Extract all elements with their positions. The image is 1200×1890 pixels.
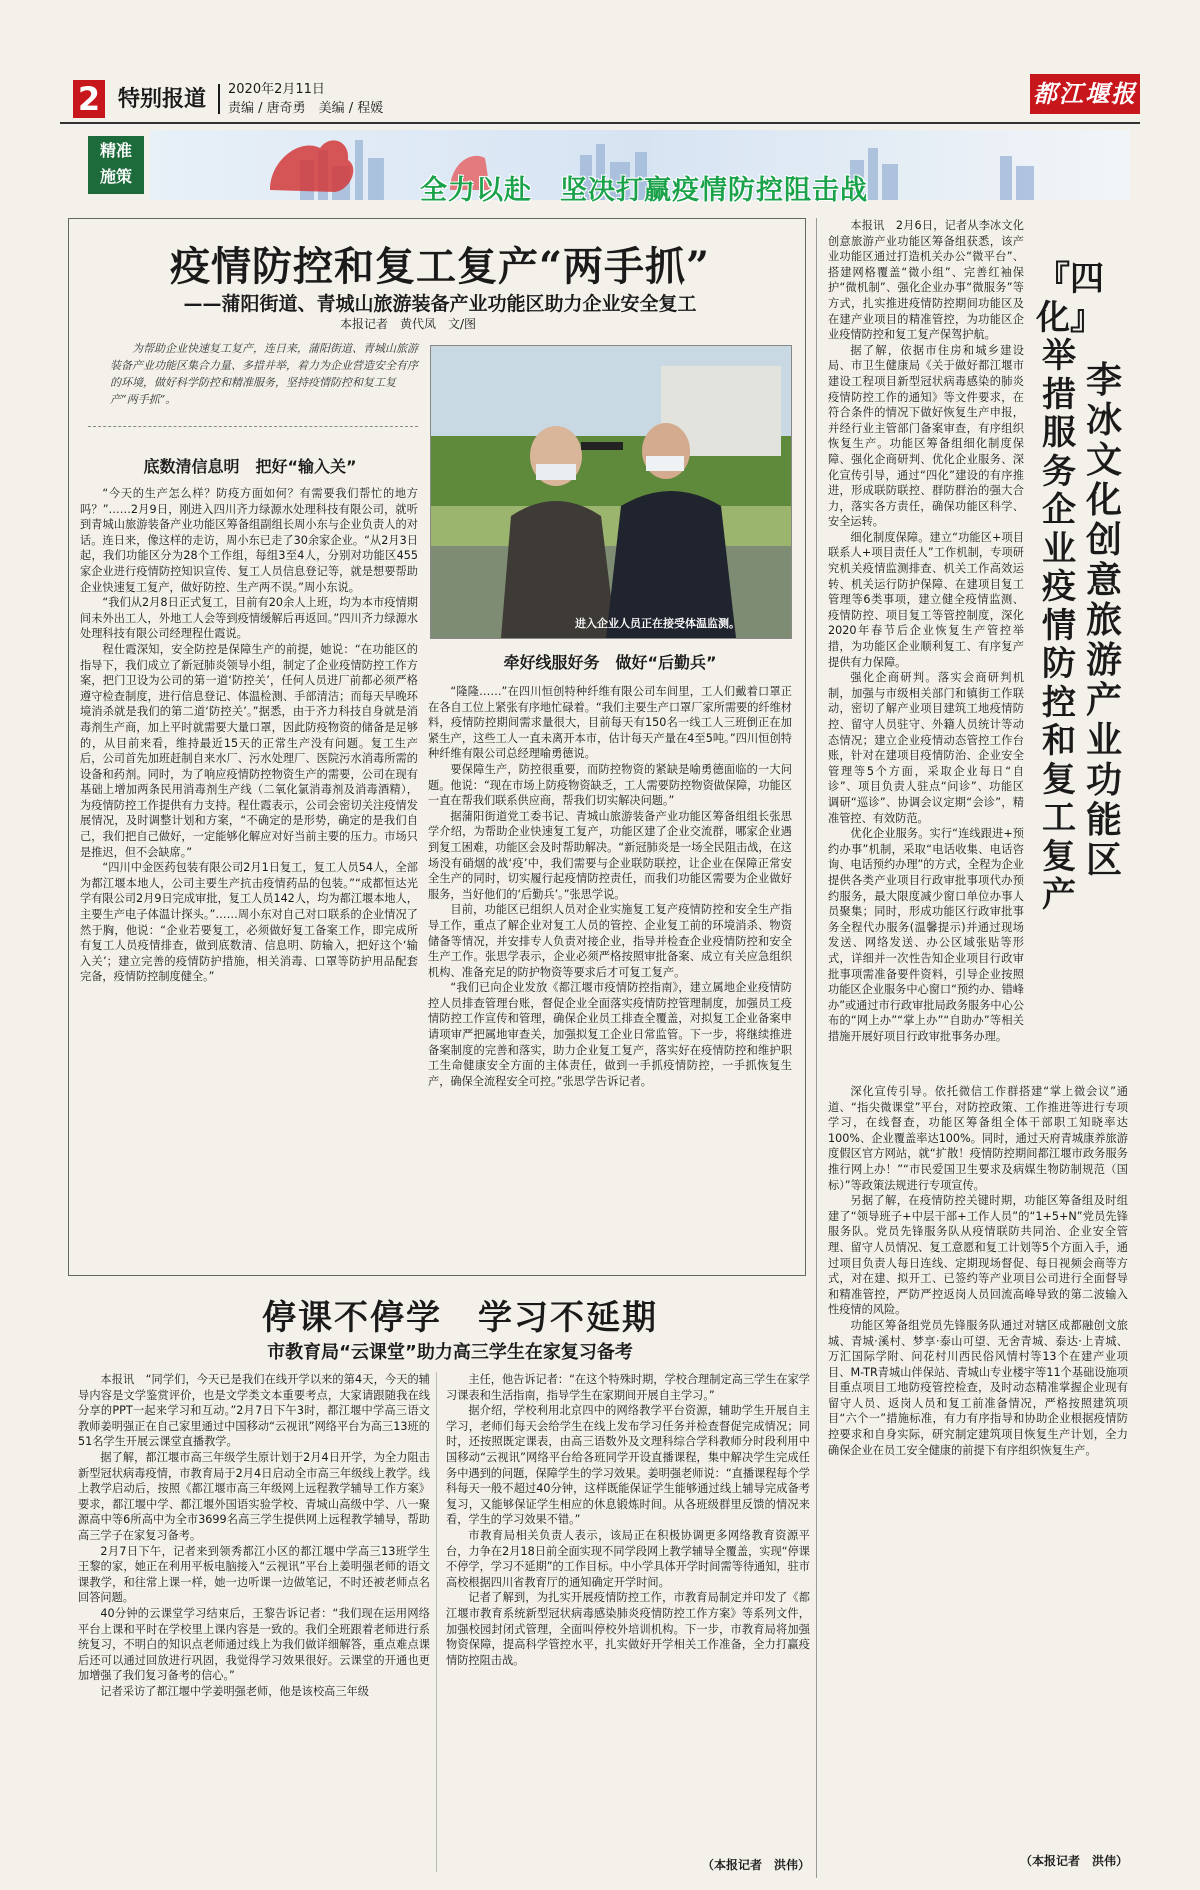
right-paragraph: 据了解，依据市住房和城乡建设局、市卫生健康局《关于做好都江堰市建设工程项目新型冠状病毒感染的肺炎疫情防控工作的通知》等文件要求，在符合条件的情况下做好恢复生产申报，并经行业主管部门备案审查，有序组织恢复生产。功能区筹备组细化制度保障、强化企商研判、优化企业服务、深化宣传引导，通过“四化”建设的有序推进，形成联防联控、群防群治的强大合力，落实各方责任，确保功能区科学、安全运转。 [828,343,1024,529]
lower-paragraph: 本报讯 “同学们，今天已是我们在线开学以来的第4天，今天的辅导内容是文学鉴赏评价，也是文学类文本重要考点，大家请跟随我在线分享的PPT一起来学习和互动。”2月7日下午3时，都江堰中学高三语文教师姜明强正在自己家里通过中国移动“云视讯”网络平台为高三13班的51名学生开展云课堂直播教学。 [78,1373,430,1449]
section-tag [88,136,144,194]
banner-slogan: 全力以赴 坚决打赢疫情防控阻击战 [420,175,868,206]
masthead-rule [60,122,1140,124]
lower-paragraph: 记者采访了都江堰中学姜明强老师，他是该校高三年级 [100,1684,369,1698]
lower-subheadline: 市教育局“云课堂”助力高三学生在家复习备考 [267,1342,633,1363]
right-headline-line2: 『四化』举措服务企业疫情防控和复工复产 [1036,259,1104,915]
lower-paragraph: 记者了解到，为扎实开展疫情防控工作，市教育局制定并印发了《都江堰市教育系统新型冠状病毒感染肺炎疫情防控工作方案》等系列文件，加强校园封闭式管理，全面叫停校外培训机构。下一步，市教育局将加强物资保障，提高科学管控水平，扎实做好开学相关工作准备，全力打赢疫情防控阻击战。 [446,1591,810,1667]
issue-meta [228,80,383,118]
right-paragraph: 细化制度保障。建立“功能区+项目联系人+项目责任人”工作机制，专项研究机关疫情监测排查、机关工作高效运转、机关运行防护保障、在建项目复工管理等6类事项，建立健全疫情监测、疫情防控、项目复工等管控制度，深化2020年春节后企业恢复生产管控举措，为功能区企业顺利复工、有序复产提供有力保障。 [828,530,1024,669]
section-title: 特别报道 [118,87,207,112]
lower-paragraph: 40分钟的云课堂学习结束后，王黎告诉记者：“我们现在运用网络平台上课和平时在学校里上课内容是一致的。我们全班跟着老师进行系统复习，不明白的知识点老师通过线上为我们做详细解答，重点难点课后还可以通过回放进行巩固，我觉得学习效果很好。云课堂的开通也更加增强了我们复习备考的信心。” [78,1606,430,1683]
right-headline-line1: 李冰文化创意旅游产业功能区 [1085,359,1122,881]
section1-column [80,486,418,1262]
issue-date: 2020年2月11日 [228,82,325,97]
right-paragraph: 强化企商研判。落实会商研判机制，加强与市级相关部门和镇街工作联动，密切了解产业项目建筑工地疫情防控、留守人员驻守、外籍人员统计等动态情况；建立企业疫情动态管控工作台账，针对在建项目疫情防治、企业安全管理等5个方面，采取企业每日“自诊”、项目负责人驻点“问诊”、功能区调研“巡诊”、协调会议定期“会诊”，精准管控、有效防范。 [828,671,1024,825]
section2-paragraph: “我们已向企业发放《都江堰市疫情防控指南》，建立属地企业疫情防控人员排查管理台账，督促企业全面落实疫情防控管理制度，加强员工疫情防控工作宣传和管理，确保企业员工排查全覆盖，对拟复工企业备案申请项审严把属地审查关，加强拟复工企业日常监管。下一步，将继续推进备案制度的完善和落实，助力企业复工复产，落实好在疫情防控和维护职工生命健康安全方面的主体责任，做到一手抓疫情防控，一手抓恢复生产，确保全流程安全可控。”张思学告诉记者。 [428,981,792,1088]
main-headline: 疫情防控和复工复产“两手抓” [169,243,710,290]
section1-heading: 底数清信息明 把好“输入关” [143,457,357,476]
section1-paragraph: “我们从2月8日正式复工，目前有20余人上班，均为本市疫情期间未外出工人，外地工人会等到疫情缓解后再返回。”四川齐力绿源水处理科技有限公司经理程仕霞说。 [80,596,418,641]
section1-paragraph: “四川中金医药包装有限公司2月1日复工，复工人员54人，全部为都江堰本地人，公司主要生产抗击疫情药品的包装。”“成都恒达光学有限公司2月9日完成审批，复工人员142人，均为都江堰本地人，主要生产电子体温计探头。”……周小东对自己对口联系的企业情况了然于胸，他说：“企业若要复工，必须做好复工备案工作，即完成所有复工人员疫情排查，做到底数清、信息明、防输入，把好这个‘输入关’；建立完善的疫情防护措施，相关消毒、口罩等防护用品配套完备，疫情防控制度健全。” [80,861,418,984]
right-paragraph: 功能区筹备组党员先锋服务队通过对辖区成都融创文旅城、青城·溪村、梦享·泰山可望、无舍青城、泰达·上青城、万汇国际学附、问花村川西民俗风情村等13个在建产业项目、M-TR青城山伴保站、青城山专业楼宇等11个基础设施项目重点项目工地防疫管控检查，及时动态精准掌握企业现有留守人员、返岗人员和复工前准备情况，严格按照建筑项目“六个一”措施标准，有力有序指导和协助企业根据疫情防控要求和自身实际，研究制定建筑项目恢复生产计划，全力确保企业在员工安全健康的前提下有序组织恢复生产。 [828,1318,1128,1457]
section1-paragraph: 程仕霞深知，安全防控是保障生产的前提，她说：“在功能区的指导下，我们成立了新冠肺炎领导小组，制定了企业疫情防控工作方案，把门卫设为公司的第一道‘防控关’，任何人员进厂前都必须严格遵守检查制度，进行信息登记、体温检测、手部清洁；而每天早晚环境消杀就是我们的第二道‘防控关’。”据悉，由于齐力科技自身就是消毒剂生产商，加上平时就需要大量口罩，因此防疫物资的储备是足够的，从目前来看，维持最近15天的正常生产没有问题。复工生产后，公司首先加班赶制自来水厂、污水处理厂、医院污水消毒所需的设备和药剂。同时，为了响应疫情防控物资生产的需要，公司在现有基础上增加两条民用消毒剂生产线（二氧化氯消毒剂及消毒酒精），为疫情防控工作提供有力支持。程仕霞表示，公司会密切关注疫情发展情况，及时调整计划和方案，“不确定的是形势，确定的是我们自己，我们把自己做好，一定能够化解应对好当前主要的压力。市场只是推迟，但不会缺席。” [80,642,418,859]
lower-headline: 停课不停学 学习不延期 [262,1298,658,1338]
lower-paragraph: 据了解，都江堰市高三年级学生原计划于2月4日开学，为全力阻击新型冠状病毒疫情，市教育局于2月4日启动全市高三年级线上教学。线上教学启动后，按照《都江堰市高三年级网上远程教学辅导工作方案》要求，都江堰中学、都江堰外国语实验学校、青城山高级中学、八一聚源高中等6所高中为全市3699名高三学生提供网上远程教学辅导，帮助高三学子在家复习备考。 [78,1450,430,1542]
lower-paragraph: 据介绍，学校利用北京四中的网络教学平台资源，辅助学生开展自主学习，老师们每天会给学生在线上发布学习任务并检查督促完成情况；同时，还按照既定课表，由高三语数外及文理科综合学科教师分时段利用中国移动“云视讯”网络平台给各班同学开设直播课程，集中解决学生完成任务中遇到的问题，保障学生的学习效果。姜明强老师说：“直播课程每个学科每天一般不超过40分钟，这样既能保证学生能够通过线上辅导完成备考复习，又能够保证学生相应的休息锻炼时间。从各班级群里反馈的情况来看，学生的学习效果不错。” [446,1404,810,1527]
right-story-column-upper [828,218,1024,1078]
main-photo [430,345,792,639]
section-tag-text: 精准施策 [99,141,132,186]
right-story-column-lower [828,1084,1128,1844]
right-signature: （本报记者 洪伟） [1019,1854,1128,1868]
section2-paragraph: 要保障生产，防控很重要，而防控物资的紧缺是喻勇德面临的一大问题。他说：“现在市场上防疫物资缺乏，工人需要防控物资做保障，功能区一直在帮我们联系供应商，帮我们切实解决问题。” [428,762,792,808]
lower-right-column [446,1372,810,1852]
section2-column [428,684,792,1264]
main-lead [110,340,418,408]
photo-caption: 进入企业人员正在接受体温监测。 [575,617,740,630]
section2-heading: 牵好线服好务 做好“后勤兵” [503,653,717,672]
main-subheadline: ——蒲阳街道、青城山旅游装备产业功能区助力企业安全复工 [183,293,697,315]
masthead-separator [218,84,220,114]
page-number: 2 [73,80,105,118]
lead-paragraph: 为帮助企业快速复工复产，连日来，蒲阳街道、青城山旅游装备产业功能区集合力量、多措并举，着力为企业营造安全有序的环境，做好科学防控和精准服务，坚持疫情防控和复工复产“两手抓”。 [110,342,418,406]
section2-paragraph: 据蒲阳街道党工委书记、青城山旅游装备产业功能区筹备组组长张思学介绍，为帮助企业快速复工复产，功能区建了企业交流群，哪家企业遇到复工困难，功能区会及时帮助解决。“新冠肺炎是一场全民阻击战，在这场没有硝烟的战‘疫’中，我们需要与企业联防联控，让企业在保障正常安全生产的同时，切实履行起疫情防控责任，而我们功能区需要为企业做好服务，当好他们的‘后勤兵’。”张思学说。 [428,809,792,901]
section2-paragraph: 目前，功能区已组织人员对企业实施复工复产疫情防控和安全生产指导工作，重点了解企业对复工人员的管控、企业复工前的环境消杀、物资储备等情况，并安排专人负责对接企业，指导并检查企业疫情防控和安全生产工作。张思学表示，企业必须严格按照审批备案、成立有关应急组织机构、准备充足的防护物资等要求后才可复工复产。 [428,903,792,979]
column-rule [436,1372,437,1872]
lower-signature: （本报记者 洪伟） [701,1858,810,1872]
section1-paragraph: “今天的生产怎么样？防疫方面如何？有需要我们帮忙的地方吗？”……2月9日，刚进入四川齐力绿源水处理科技有限公司，就听到青城山旅游装备产业功能区筹备组副组长周小东与企业负责人的对话。连日来，像这样的走访，周小东已走了30余家企业。“从2月3日起，我们功能区分为28个工作组，每组3至4人，分别对功能区455家企业进行疫情防控知识宣传、复工人员信息登记等，就是想要帮助企业快速复工复产，做好防控、生产两不误。”周小东说。 [80,487,418,594]
paper-logo: 都江堰报 [1030,74,1140,114]
lower-left-column [78,1372,430,1872]
editor-credits: 责编 / 唐奇勇 美编 / 程媛 [228,101,384,116]
lead-divider [88,426,418,427]
lower-paragraph: 主任，他告诉记者：“在这个特殊时期，学校合理制定高三学生在家学习课表和生活指南，指导学生在家期间开展自主学习。” [446,1373,810,1402]
right-paragraph: 另据了解，在疫情防控关键时期，功能区筹备组及时组建了“领导班子+中层干部+工作人员”的“1+5+N”党员先锋服务队。党员先锋服务队从疫情联防共同治、企业安全管理、留守人员情况、复工意愿和复工计划等5个方面入手，通过项目负责人每日连线、定期现场督促、每日视频会商等方式，对在建、拟开工、已签约等产业项目公司进行全面督导和精准管控，严防严控返岗人员回流高峰导致的第二波输入性疫情的风险。 [828,1194,1128,1317]
lower-paragraph: 市教育局相关负责人表示，该局正在积极协调更多网络教育资源平台，力争在2月18日前全面实现不同学段网上教学辅导全覆盖，实现“停课不停学，学习不延期”的工作目标。中小学具体开学时间需等待通知，驻市高校根据四川省教育厅的通知确定开学时间。 [446,1528,810,1589]
right-paragraph: 优化企业服务。实行“连线跟进+预约办事”机制，采取“电话收集、电话咨询、电话预约办理”的方式，全程为企业提供各类产业项目行政审批事项代办预约服务，最大限度减少窗口单位办事人员聚集；同时，形成功能区行政审批事务全程代办服务(温馨提示)并通过现场发送、网络发送、办公区域张贴等形式，详细并一次性告知企业项目行政审批事项需准备要件资料，引导企业按照功能区企业服务中心窗口“预约办、错峰办”或通过市行政审批局政务服务中心公布的“网上办”“掌上办”“自助办”等相关措施开展好项目行政审批事务办理。 [828,827,1024,1043]
column-rule [816,218,817,1878]
lower-paragraph: 2月7日下午，记者来到领秀都江小区的都江堰中学高三13班学生王黎的家，她正在利用平板电脑接入“云视讯”平台上姜明强老师的语文课教学，和往常上课一样，她一边听课一边做笔记，不时还被老师点名回答问题。 [78,1544,430,1605]
right-paragraph: 本报讯 2月6日，记者从李冰文化创意旅游产业功能区筹备组获悉，该产业功能区通过打造机关办公“微平台”、搭建网格覆盖“微小组”、完善红袖保护“微机制”、强化企业办事“微服务”等方式，扎实推进疫情防控期间功能区及在建产业项目的精准管控，为功能区企业疫情防控和复工复产保驾护航。 [828,219,1024,342]
right-paragraph: 深化宣传引导。依托微信工作群搭建“掌上微会议”通道、“指尖微课堂”平台，对防控政策、工作推进等进行专项学习，在线督查，功能区筹备组全体干部职工知晓率达100%、企业覆盖率达100%。同时，通过天府青城康养旅游度假区官方网站，就“扩散！疫情防控期间都江堰市政务服务推行网上办！”“市民爱国卫生要求及病媒生物防制规范（国标）”等政策法规进行专项宣传。 [828,1085,1128,1192]
main-byline: 本报记者 黄代凤 文/图 [340,317,477,331]
section2-paragraph: “隆隆……”在四川恒创特种纤维有限公司车间里，工人们戴着口罩正在各自工位上紧张有序地忙碌着。“我们主要生产口罩厂家所需要的纤维材料，疫情防控期间需求量很大，目前每天有150名一线工人三班倒正在加紧生产，这些工人一直未离开本市，估计每天产量在4至5吨。”四川恒创特种纤维有限公司总经理喻勇德说。 [428,685,792,761]
